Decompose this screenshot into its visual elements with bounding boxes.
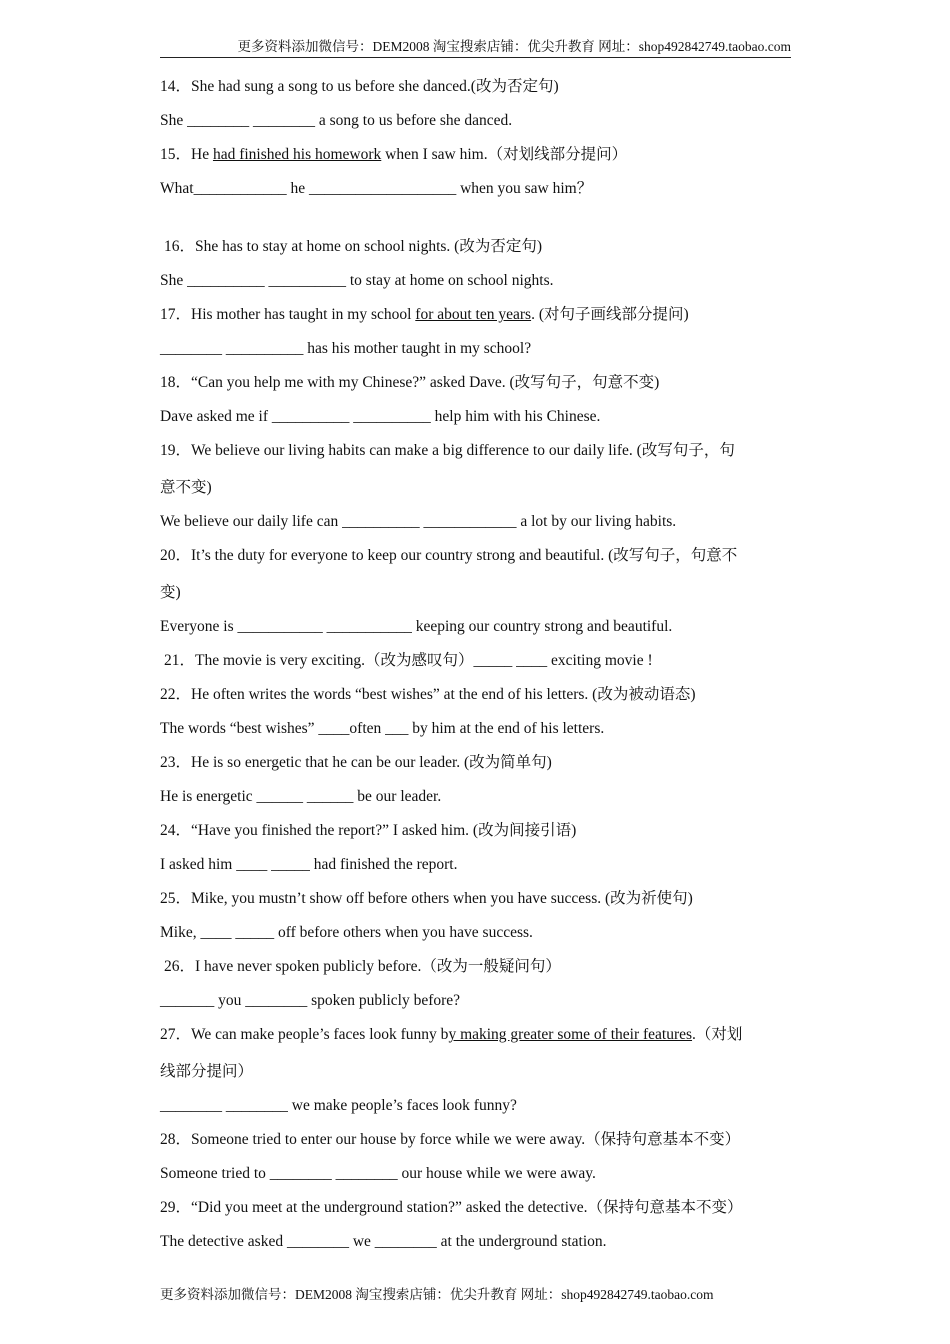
answer-29: The detective asked ________ we ________ at the underground station.: [160, 1233, 607, 1250]
answer-26: _______ you ________ spoken publicly before?: [160, 992, 461, 1009]
question-27-line2: 线部分提问）: [160, 1063, 254, 1080]
answer-27: ________ ________ we make people’s faces look funny?: [160, 1097, 517, 1114]
question-15-suffix: when I saw him.（对划线部分提问）: [381, 146, 628, 163]
question-17: [160, 300, 792, 334]
question-18: 18．“Can you help me with my Chinese?” asked Dave. (改写句子，句意不变): [160, 374, 660, 391]
answer-14: She ________ ________ a song to us before she danced.: [160, 112, 513, 129]
answer-16: She __________ __________ to stay at home on school nights.: [160, 272, 554, 289]
spacer: [160, 208, 792, 232]
answer-19: We believe our daily life can __________ ____________ a lot by our living habits.: [160, 513, 677, 530]
question-17-underlined: for about ten years: [415, 306, 532, 323]
answer-24: I asked him ____ _____ had finished the report.: [160, 856, 458, 873]
answer-18: Dave asked me if __________ __________ help him with his Chinese.: [160, 408, 601, 425]
question-17-prefix: 17．His mother has taught in my school: [160, 306, 416, 323]
question-21: 21．The movie is very exciting.（改为感叹句）_____ ____ exciting movie !: [164, 652, 653, 669]
answer-28: Someone tried to ________ ________ our house while we were away.: [160, 1165, 596, 1182]
exercise-list: [160, 72, 792, 1261]
answer-15: What____________ he ___________________ when you saw him？: [160, 180, 593, 197]
question-27-prefix: 27．We can make people’s faces look funny b: [160, 1026, 449, 1043]
question-20-line2: 变): [160, 584, 181, 601]
question-28: 28．Someone tried to enter our house by force while we were away.（保持句意基本不变）: [160, 1131, 741, 1148]
answer-23: He is energetic ______ ______ be our leader.: [160, 788, 442, 805]
question-27-underlined: y making greater some of their features: [448, 1026, 693, 1043]
page-footer: 更多资料添加微信号：DEM2008 淘宝搜索店铺：优尖升教育 网址：shop492842749.taobao.com: [160, 1287, 714, 1302]
answer-20: Everyone is ___________ ___________ keeping our country strong and beautiful.: [160, 618, 673, 635]
question-19-line1: 19．We believe our living habits can make a big difference to our daily life. (改写句子，句: [160, 442, 735, 459]
answer-25: Mike, ____ _____ off before others when you have success.: [160, 924, 533, 941]
page-header: 更多资料添加微信号：DEM2008 淘宝搜索店铺：优尖升教育 网址：shop492842749.taobao.com: [160, 38, 791, 58]
question-19-line2: 意不变): [160, 479, 212, 496]
answer-22: The words “best wishes” ____often ___ by him at the end of his letters.: [160, 720, 605, 737]
question-16: 16．She has to stay at home on school nights. (改为否定句): [164, 238, 542, 255]
question-15-prefix: 15．He: [160, 146, 213, 163]
question-15-underlined: had finished his homework: [212, 146, 382, 163]
question-27-line1: [160, 1020, 792, 1057]
question-14: 14．She had sung a song to us before she danced.(改为否定句): [160, 78, 559, 95]
question-29: 29．“Did you meet at the underground station?” asked the detective.（保持句意基本不变）: [160, 1199, 743, 1216]
question-23: 23．He is so energetic that he can be our leader. (改为简单句): [160, 754, 552, 771]
answer-17: ________ __________ has his mother taught in my school?: [160, 340, 532, 357]
question-22: 22．He often writes the words “best wishes” at the end of his letters. (改为被动语态): [160, 686, 696, 703]
question-17-suffix: . (对句子画线部分提问): [531, 306, 689, 323]
question-25: 25．Mike, you mustn’t show off before others when you have success. (改为祈使句): [160, 890, 693, 907]
question-27-suffix: .（对划: [692, 1026, 743, 1043]
question-15: [160, 140, 792, 174]
question-26: 26．I have never spoken publicly before.（改为一般疑问句）: [164, 958, 561, 975]
question-24: 24．“Have you finished the report?” I asked him. (改为间接引语): [160, 822, 577, 839]
question-20-line1: 20．It’s the duty for everyone to keep our country strong and beautiful. (改写句子，句意不: [160, 547, 738, 564]
